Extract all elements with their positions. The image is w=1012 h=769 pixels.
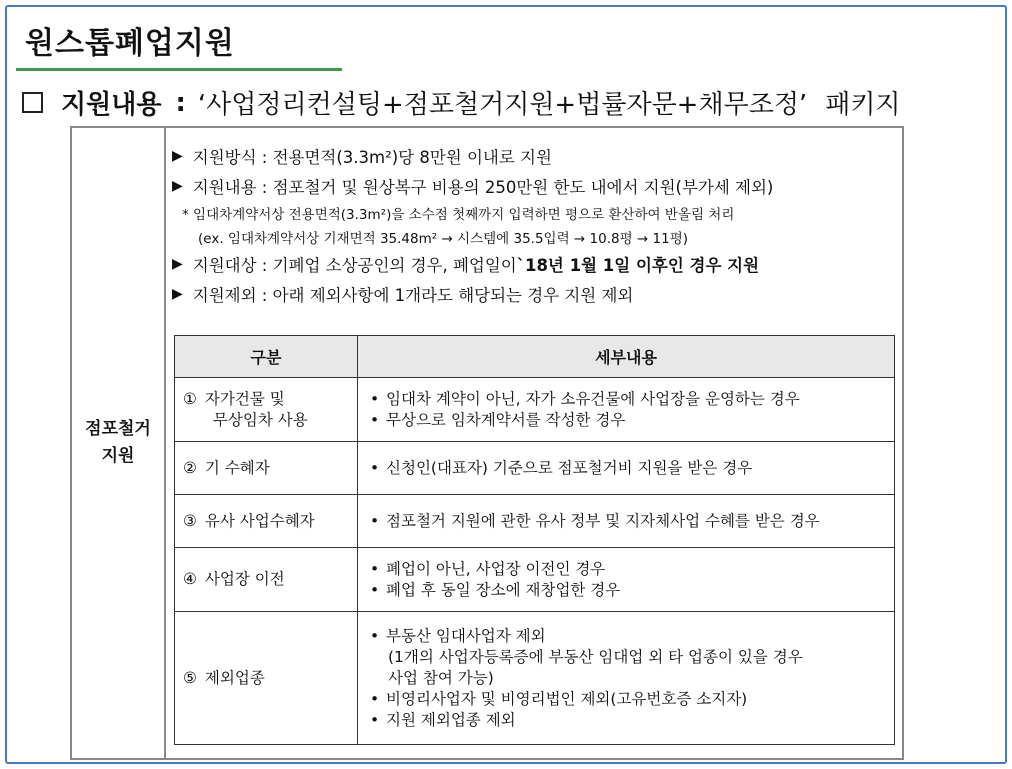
row-label-line: 무상임차 사용 bbox=[212, 410, 308, 429]
checkbox-icon bbox=[22, 92, 43, 113]
bullet-target-text: 지원대상 : 기폐업 소상공인의 경우, 폐업일이 bbox=[192, 256, 517, 275]
row-details bbox=[358, 548, 895, 612]
table-row bbox=[175, 378, 895, 442]
row-details bbox=[358, 612, 895, 745]
bullet-target bbox=[172, 249, 892, 279]
row-label-line: 자가건물 및 bbox=[204, 389, 285, 408]
list-item: • 폐업이 아닌, 사업장 이전인 경우 bbox=[366, 559, 886, 580]
support-box bbox=[70, 126, 904, 760]
support-details bbox=[166, 128, 902, 758]
bullet-method-text: 지원방식 : 전용면적(3.3m²)당 8만원 이내로 지원 bbox=[192, 148, 552, 167]
bullet-exclude-text: 지원제외 : 아래 제외사항에 1개라도 해당되는 경우 지원 제외 bbox=[192, 286, 634, 305]
triangle-icon: ▶ bbox=[172, 256, 183, 272]
row-number: ④ bbox=[183, 570, 197, 588]
list-item: • 무상으로 임차계약서를 작성한 경우 bbox=[366, 410, 886, 431]
heading-package: ‘사업정리컨설팅+점포철거지원+법률자문+채무조정’ bbox=[197, 90, 808, 120]
list-item: • 점포철거 지원에 관한 유사 정부 및 지자체사업 수혜를 받은 경우 bbox=[366, 511, 886, 532]
list-item: • 비영리사업자 및 비영리법인 제외(고유번호증 소지자) bbox=[366, 689, 886, 710]
table-row bbox=[175, 442, 895, 495]
section-heading bbox=[22, 84, 1002, 121]
row-number: ① bbox=[183, 389, 197, 408]
row-label-line: 사업장 이전 bbox=[204, 570, 285, 588]
page-title: 원스톱폐업지원 bbox=[25, 26, 235, 61]
row-category bbox=[175, 495, 358, 548]
row-number: ③ bbox=[183, 511, 197, 530]
row-details bbox=[358, 378, 895, 442]
row-label-line: 기 수혜자 bbox=[204, 458, 270, 477]
list-item: • 부동산 임대사업자 제외 bbox=[366, 626, 886, 647]
table-row bbox=[175, 495, 895, 548]
list-item: • 신청인(대표자) 기준으로 점포철거비 지원을 받은 경우 bbox=[366, 458, 886, 479]
row-category bbox=[175, 378, 358, 442]
bullet-content-text: 지원내용 : 점포철거 및 원상복구 비용의 250만원 한도 내에서 지원(부가세 제외) bbox=[192, 178, 774, 197]
table-row bbox=[175, 612, 895, 745]
row-details bbox=[358, 495, 895, 548]
bullet-content bbox=[172, 171, 892, 201]
row-number: ② bbox=[183, 458, 197, 477]
table-header-row bbox=[175, 336, 895, 378]
row-category bbox=[175, 442, 358, 495]
header-details: 세부내용 bbox=[358, 336, 895, 378]
category-label-line1: 점포철거 bbox=[85, 419, 151, 439]
heading-colon: : bbox=[175, 87, 186, 118]
row-details bbox=[358, 442, 895, 495]
list-item: • 임대차 계약이 아닌, 자가 소유건물에 사업장을 운영하는 경우 bbox=[366, 389, 886, 410]
heading-label: 지원내용 bbox=[61, 90, 162, 120]
header-category: 구분 bbox=[175, 336, 358, 378]
heading-suffix: 패키지 bbox=[825, 90, 901, 120]
title-underline bbox=[16, 68, 342, 71]
row-label-line: 제외업종 bbox=[204, 668, 265, 687]
exclusion-table bbox=[174, 335, 895, 745]
row-label-line: 유사 사업수혜자 bbox=[204, 511, 315, 530]
bullet-target-date: `18년 1월 1일 이후인 경우 지원 bbox=[516, 256, 760, 275]
list-item: • 폐업 후 동일 장소에 재창업한 경우 bbox=[366, 580, 886, 601]
bullet-method bbox=[172, 141, 892, 171]
list-item-subtext: 사업 참여 가능) bbox=[388, 668, 494, 687]
row-category bbox=[175, 548, 358, 612]
bullet-exclude bbox=[172, 279, 892, 309]
category-label-line2: 지원 bbox=[101, 446, 135, 466]
row-category bbox=[175, 612, 358, 745]
note-line-1: * 임대차계약서상 전용면적(3.3m²)을 소수점 첫째까지 입력하면 평으로 환산하여 반올림 처리 bbox=[182, 207, 735, 223]
table-row bbox=[175, 548, 895, 612]
triangle-icon: ▶ bbox=[172, 148, 183, 164]
note-line-2: (ex. 임대차계약서상 기재면적 35.48m² → 시스템에 35.5입력 → 10.8평 → 11평) bbox=[198, 231, 689, 247]
list-item-subtext: (1개의 사업자등록증에 부동산 임대업 외 타 업종이 있을 경우 bbox=[388, 647, 803, 666]
triangle-icon: ▶ bbox=[172, 178, 183, 194]
triangle-icon: ▶ bbox=[172, 286, 183, 302]
row-number: ⑤ bbox=[183, 668, 197, 687]
category-label bbox=[72, 128, 166, 758]
list-item: • 지원 제외업종 제외 bbox=[366, 710, 886, 731]
